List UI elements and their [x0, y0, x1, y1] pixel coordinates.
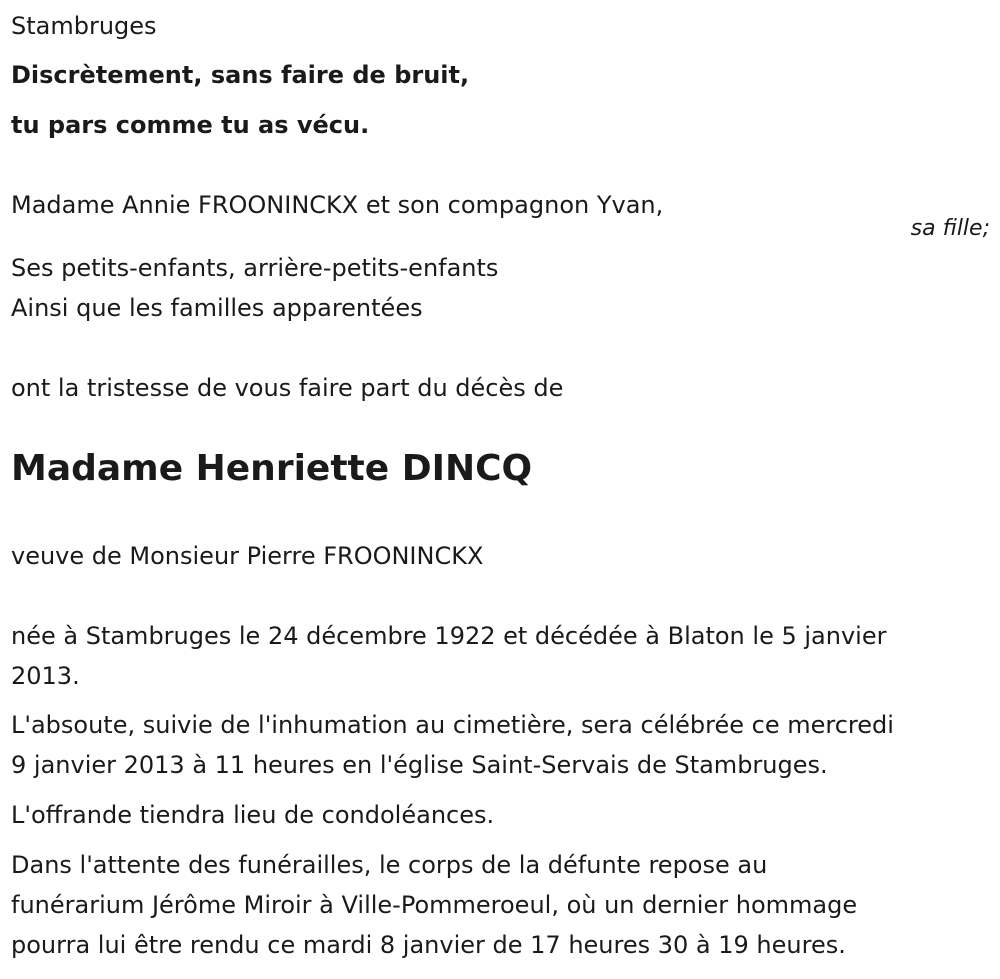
visitation-line-1: Dans l'attente des funérailles, le corps de la défunte repose au [11, 851, 768, 879]
ceremony-line-2: 9 janvier 2013 à 11 heures en l'église Saint-Servais de Stambruges. [11, 751, 828, 779]
announcement-text: ont la tristesse de vous faire part du décès de [11, 374, 564, 402]
verse-line-1: Discrètement, sans faire de bruit, [11, 61, 470, 89]
verse-line-2: tu pars comme tu as vécu. [11, 111, 370, 139]
widow-of-text: veuve de Monsieur Pierre FROONINCKX [11, 542, 484, 570]
place-name: Stambruges [11, 12, 157, 40]
family-line-relatives: Ainsi que les familles apparentées [11, 294, 423, 322]
family-relation-label: sa fille; [910, 216, 990, 241]
birth-death-line-1: née à Stambruges le 24 décembre 1922 et décédée à Blaton le 5 janvier [11, 622, 887, 650]
offering-text: L'offrande tiendra lieu de condoléances. [11, 801, 495, 829]
family-line-grandchildren: Ses petits-enfants, arrière-petits-enfants [11, 254, 499, 282]
deceased-name: Madame Henriette DINCQ [11, 448, 533, 489]
visitation-line-3: pourra lui être rendu ce mardi 8 janvier de 17 heures 30 à 19 heures. [11, 931, 846, 959]
visitation-line-2: funérarium Jérôme Miroir à Ville-Pommeroeul, où un dernier hommage [11, 891, 858, 919]
ceremony-line-1: L'absoute, suivie de l'inhumation au cimetière, sera célébrée ce mercredi [11, 711, 894, 739]
family-line-daughter: Madame Annie FROONINCKX et son compagnon Yvan, [11, 191, 664, 219]
birth-death-line-2: 2013. [11, 662, 80, 690]
